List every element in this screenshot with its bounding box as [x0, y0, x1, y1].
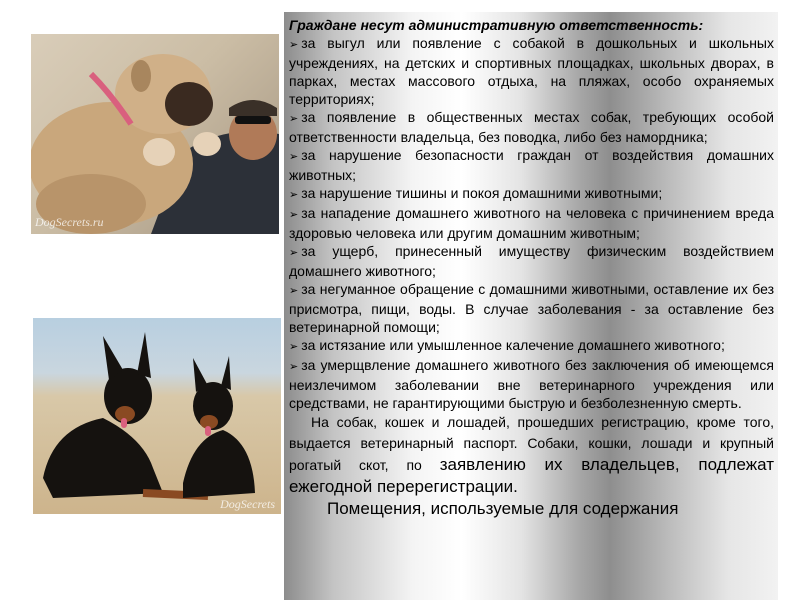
- list-item: ➢ за нарушение безопасности граждан от воздействия домашних животных;: [289, 147, 774, 183]
- arrow-bullet-icon: ➢: [289, 247, 299, 259]
- premises-paragraph: Помещения, используемые для содержания: [327, 499, 679, 518]
- arrow-bullet-icon: ➢: [289, 113, 299, 125]
- list-item: ➢ за выгул или появление с собакой в дошкольных и школьных учреждениях, на детских и спортивных площадках, школьных дворах, в парках, местах массового отдыха, на пляжах, особо охраняемых территориях;: [289, 35, 774, 107]
- arrow-bullet-icon: ➢: [289, 151, 299, 163]
- mastiff-illustration: [31, 34, 279, 234]
- doberman-right-tongue: [205, 426, 211, 436]
- dobermans-photo: [33, 318, 281, 514]
- doberman-right-ear: [221, 356, 231, 390]
- arrow-bullet-icon: ➢: [289, 341, 299, 353]
- mastiff-muzzle: [165, 82, 213, 126]
- doberman-left-body: [43, 418, 163, 498]
- arrow-bullet-icon: ➢: [289, 285, 299, 297]
- sunglasses: [235, 116, 271, 124]
- doberman-left-ear: [137, 332, 151, 378]
- dobermans-illustration: [33, 318, 281, 514]
- list-item: ➢ за нападение домашнего животного на человека с причинением вреда здоровью человека или другим домашним животным;: [289, 205, 774, 241]
- mastiff-photo: [31, 34, 279, 234]
- doberman-left-tongue: [121, 418, 127, 428]
- arrow-bullet-icon: ➢: [289, 209, 299, 221]
- mastiff-paw: [143, 138, 175, 166]
- man-hair: [229, 100, 277, 116]
- watermark: DogSecrets.ru: [35, 215, 104, 229]
- panel-heading: Граждане несут административную ответственность:: [289, 17, 704, 33]
- responsibility-text-panel: [284, 12, 778, 600]
- list-item: ➢ за нарушение тишины и покоя домашними животными;: [289, 185, 663, 201]
- list-item: ➢ за негуманное обращение с домашними животными, оставление их без присмотра, пищи, воды. В случае заболевания - за оставление без ветеринарной помощи;: [289, 281, 774, 335]
- mastiff-paw: [193, 132, 221, 156]
- doberman-right-body: [183, 430, 255, 498]
- registration-paragraph: На собак, кошек и лошадей, прошедших регистрацию, кроме того, выдается ветеринарный паспорт. Собаки, кошки, лошади и крупный рогатый скот, по заявлению их владельцев, подлежат ежегодной перерегистрации.: [289, 414, 774, 496]
- list-item: ➢ за истязание или умышленное калечение домашнего животного;: [289, 337, 725, 353]
- arrow-bullet-icon: ➢: [289, 361, 299, 373]
- list-item: ➢ за умерщвление домашнего животного без заключения об имеющемся неизлечимом заболевании вне ветеринарного учреждения или средствами, не гарантирующими быструю и безболезненную смерть.: [289, 357, 774, 411]
- list-item: ➢ за появление в общественных местах собак, требующих особой ответственности владельца, без поводка, либо без намордника;: [289, 109, 774, 145]
- mastiff-ear: [131, 60, 151, 92]
- arrow-bullet-icon: ➢: [289, 189, 299, 201]
- arrow-bullet-icon: ➢: [289, 39, 299, 51]
- list-item: ➢ за ущерб, принесенный имуществу физическим воздействием домашнего животного;: [289, 243, 774, 279]
- watermark: DogSecrets: [220, 497, 275, 511]
